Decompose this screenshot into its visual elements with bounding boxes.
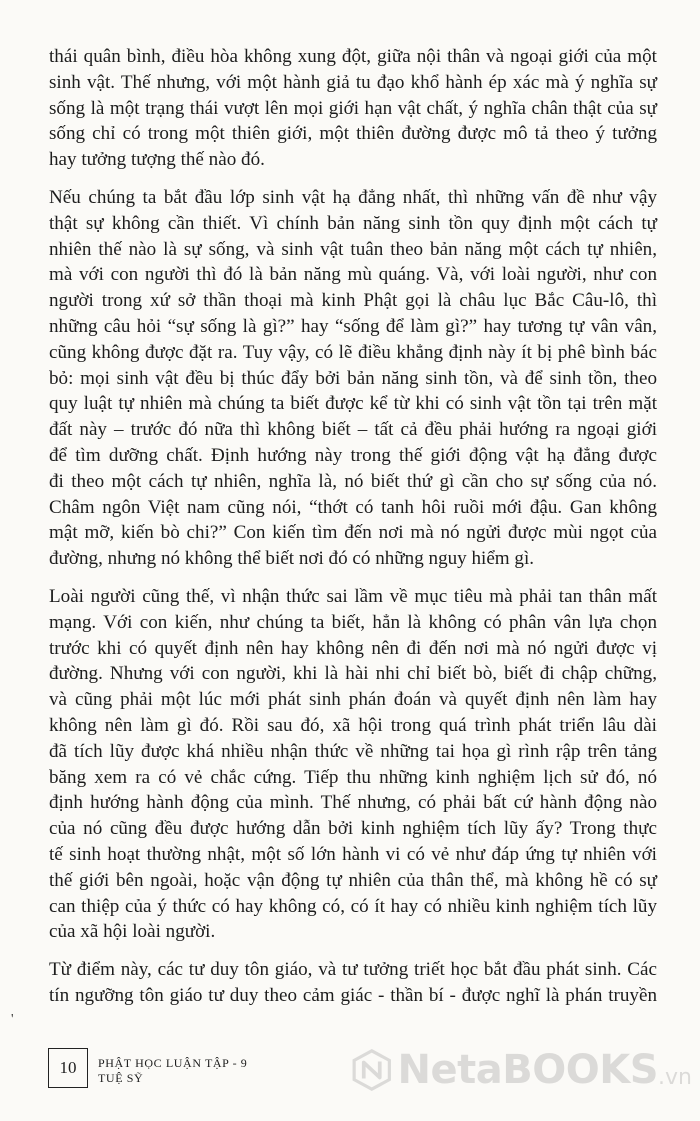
page-body	[49, 44, 657, 1021]
text-line: tín ngưỡng tôn giáo tư duy theo cảm giác - thần bí - được nghĩ là phán truyền	[49, 984, 657, 1006]
paragraph	[49, 44, 657, 173]
text-line: của xã hội loài người.	[49, 921, 216, 943]
text-line: đất này – trước đó nữa thì không biết – tất cả đều phải hướng ra ngoại giới	[49, 419, 657, 441]
text-line: thật sự không cần thiết. Vì chính bản năng sinh tồn quy định một cách tự	[49, 212, 657, 234]
book-title: PHẬT HỌC LUẬN TẬP - 9	[98, 1056, 248, 1070]
netabooks-logo-icon	[352, 1030, 392, 1110]
text-line: định hướng hành động của mình. Thế nhưng, có phải bất cứ hành động nào	[49, 792, 657, 814]
text-line: mạng. Với con kiến, như chúng ta biết, hẳn là không có phân vân lựa chọn	[49, 611, 657, 633]
text-line: Loài người cũng thế, vì nhận thức sai lầm về mục tiêu mà phải tan thân mất	[49, 585, 657, 607]
text-line: đường, nhưng nó không thể biết nơi đó có những nguy hiểm gì.	[49, 548, 535, 570]
watermark-suffix: .vn	[658, 1064, 692, 1090]
paragraph	[49, 957, 657, 1009]
text-line: những câu hỏi “sự sống là gì?” hay “sống để làm gì?” hay tương tự vân vân,	[49, 315, 657, 337]
text-line: đã tích lũy được khá nhiều nhận thức về những tai họa gì rình rập trên tảng	[49, 740, 657, 762]
running-footer	[98, 1056, 247, 1086]
paragraph	[49, 185, 657, 572]
text-line: bỏ: mọi sinh vật đều bị thúc đẩy bởi bản năng sinh tồn, và để sinh tồn, theo	[49, 367, 657, 389]
watermark-brand: NetaBOOKS	[397, 1047, 659, 1093]
text-line: đi theo một cách tự nhiên, nghĩa là, nó biết thứ gì cần cho sự sống của nó.	[49, 470, 657, 492]
text-line: và cũng phải một lúc mới phát sinh phán đoán và quyết định nên làm hay	[49, 689, 657, 711]
page-number: 10	[59, 1058, 77, 1077]
text-line: mật mỡ, kiến bò chi?” Con kiến tìm đến nơi mà nó ngửi được mùi ngọt của	[49, 522, 657, 544]
text-line: Châm ngôn Việt nam cũng nói, “thớt có tanh hôi ruồi mới đậu. Gan không	[49, 496, 657, 518]
text-line: mà với con người thì đó là bản năng mù quáng. Và, với loài người, như con	[49, 264, 657, 286]
text-line: người trong xứ sở thần thoại mà kinh Phật gọi là châu lục Bắc Câu-lô, thì	[49, 290, 657, 312]
text-line: để tìm dưỡng chất. Định hướng này trong thế giới động vật hạ đẳng được	[49, 444, 657, 466]
text-line: sống chỉ có trong một thiên giới, một thiên đường được mô tả theo ý tưởng	[49, 123, 657, 145]
text-line: nhiên thế nào là sự sống, và sinh vật tuân theo bản năng một cách tự nhiên,	[49, 238, 657, 260]
text-line: đường. Nhưng với con người, khi là hài nhi chỉ biết bò, biết đi chập chững,	[49, 663, 657, 685]
paragraph	[49, 584, 657, 945]
text-line: hay tưởng tượng thế nào đó.	[49, 149, 265, 171]
text-line: sinh vật. Thế nhưng, với một hành giả tu đạo khổ hành ép xác mà ý nghĩa sự	[49, 71, 657, 93]
text-line: trước khi có quyết định nên hay không nên đi đến nơi mà nó ngửi được vị	[49, 637, 657, 659]
text-line: Nếu chúng ta bắt đầu lớp sinh vật hạ đẳng nhất, thì những vấn đề như vậy	[49, 186, 657, 208]
stray-mark: '	[11, 1012, 14, 1027]
text-line: Từ điểm này, các tư duy tôn giáo, và tư tưởng triết học bắt đầu phát sinh. Các	[49, 959, 657, 981]
author-name: TUỆ SỸ	[98, 1071, 144, 1085]
text-line: không nên làm gì đó. Rồi sau đó, xã hội trong quá trình phát triển lâu dài	[49, 714, 657, 736]
text-line: cũng không được đặt ra. Tuy vậy, có lẽ điều khẳng định này ít bị phê bình bác	[49, 341, 657, 363]
text-line: của nó cũng đều được hướng dẫn bởi kinh nghiệm tích lũy ấy? Trong thực	[49, 818, 657, 840]
text-line: thái quân bình, điều hòa không xung đột, giữa nội thân và ngoại giới của một	[49, 46, 657, 67]
text-line: quy luật tự nhiên mà chúng ta biết được kể từ khi có sinh vật tồn tại trên mặt	[49, 393, 657, 415]
text-line: băng xem ra có vẻ chắc cứng. Tiếp thu những kinh nghiệm lịch sử đó, nó	[49, 766, 657, 788]
text-line: sống là một trạng thái vượt lên mọi giới hạn vật chất, ý nghĩa chân thật của sự	[49, 97, 657, 119]
page-number-box	[48, 1048, 88, 1088]
text-line: can thiệp của ý thức có hay không có, có ít hay có nhiều kinh nghiệm tích lũy	[49, 895, 657, 917]
text-line: thế giới bên ngoài, hoặc vận động tự nhiên của thân thể, mà không hề có sự	[49, 869, 657, 891]
watermark	[352, 1030, 692, 1110]
text-line: tế sinh hoạt thường nhật, một số lớn hành vi có vẻ như đáp ứng tự nhiên với	[49, 843, 657, 865]
